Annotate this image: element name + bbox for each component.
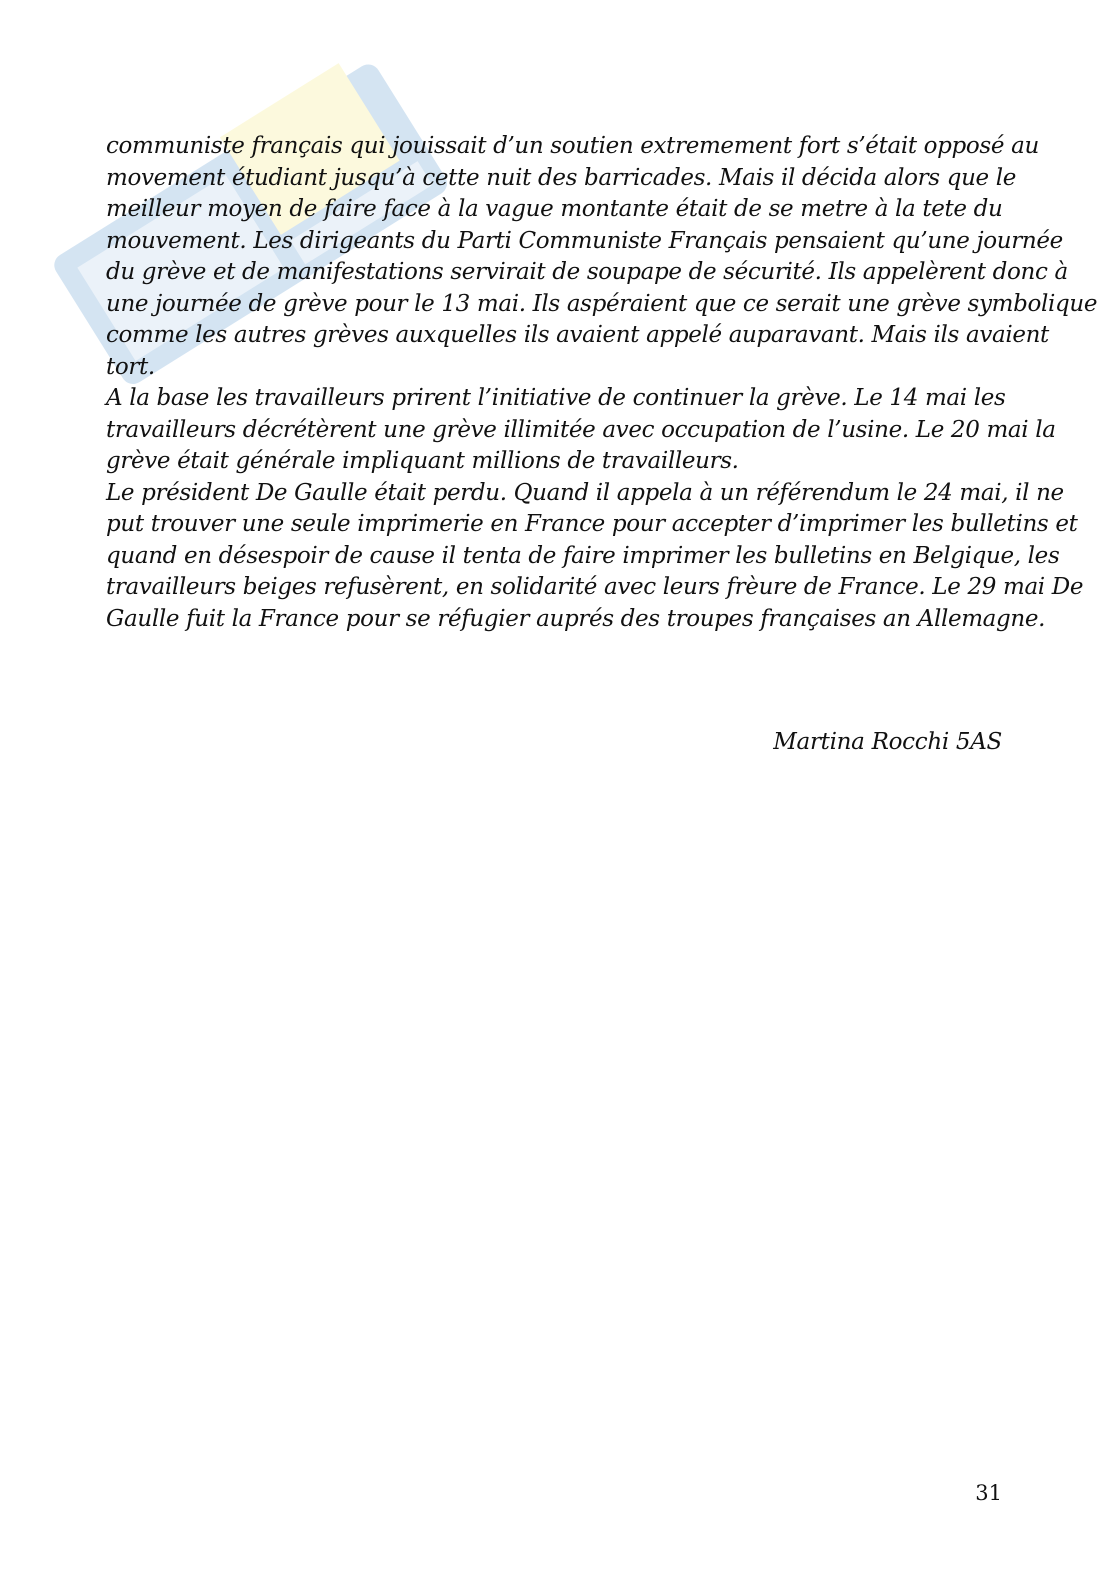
text-line: travailleurs beiges refusèrent, en solidarité avec leurs frèure de France. Le 29 mai De <box>106 574 1084 600</box>
text-line: communiste français qui jouissait d’un soutien extremement fort s’était opposé au <box>106 133 1039 159</box>
text-line: mouvement. Les dirigeants du Parti Communiste Français pensaient qu’une journée <box>106 227 1063 254</box>
text-line: Le président De Gaulle était perdu. Quand il appela à un référendum le 24 mai, il ne <box>106 479 1064 506</box>
author-signature: Martina Rocchi 5AS <box>773 729 1002 755</box>
text-line: une journée de grève pour le 13 mai. Ils aspéraient que ce serait une grève symbolique <box>106 290 1098 317</box>
text-line: A la base les travailleurs prirent l’initiative de continuer la grève. Le 14 mai les <box>106 385 1006 411</box>
text-line: grève était générale impliquant millions de travailleurs. <box>106 448 739 474</box>
text-line: meilleur moyen de faire face à la vague montante était de se metre à la tete du <box>106 196 1003 222</box>
text-line: movement étudiant jusqu’à cette nuit des barricades. Mais il décida alors que le <box>106 164 1017 191</box>
text-line: comme les autres grèves auxquelles ils avaient appelé auparavant. Mais ils avaient <box>106 322 1049 348</box>
text-line: Gaulle fuit la France pour se réfugier auprés des troupes françaises an Allemagne. <box>106 605 1046 632</box>
text-line: quand en désespoir de cause il tenta de faire imprimer les bulletins en Belgique, les <box>106 542 1060 569</box>
text-line: travailleurs décrétèrent une grève illimitée avec occupation de l’usine. Le 20 mai la <box>106 416 1056 443</box>
text-line: tort. <box>106 353 155 380</box>
text-line: put trouver une seule imprimerie en France pour accepter d’imprimer les bulletins et <box>106 511 1078 537</box>
page-number: 31 <box>975 1481 1002 1505</box>
text-line: du grève et de manifestations servirait de soupape de sécurité. Ils appelèrent donc à <box>106 259 1068 285</box>
body-paragraphs <box>106 131 1098 635</box>
